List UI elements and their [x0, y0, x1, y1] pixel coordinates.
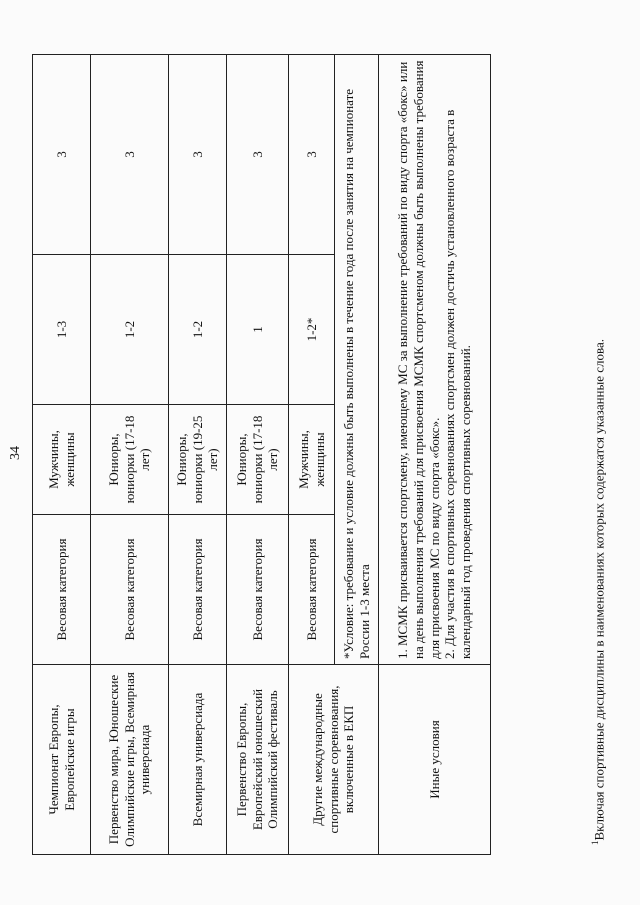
footnote-marker: 1: [590, 840, 600, 845]
group-cell: Юниоры, юниорки (17-18 лет): [91, 405, 169, 515]
count-cell: 3: [289, 55, 335, 255]
places-cell: 1-2*: [289, 255, 335, 405]
group-cell: Мужчины, женщины: [33, 405, 91, 515]
group-cell: Юниоры, юниорки (19-25 лет): [169, 405, 227, 515]
discipline-cell: Весовая категория: [33, 515, 91, 665]
condition-note: *Условие: требование и условие должны быть выполнены в течение года после занятия на чемпионате России 1-3 места: [335, 55, 379, 665]
other-conditions-text: [379, 55, 491, 665]
group-cell: Мужчины, женщины: [289, 405, 335, 515]
competition-cell: Первенство Европы, Европейский юношеский Олимпийский фестиваль: [227, 665, 289, 855]
qualification-table: [32, 54, 491, 855]
footnote: [590, 339, 607, 845]
competition-cell: Всемирная универсиада: [169, 665, 227, 855]
places-cell: 1-3: [33, 255, 91, 405]
other-conditions-label: Иные условия: [379, 665, 491, 855]
table-row: [227, 55, 289, 855]
discipline-cell: Весовая категория: [227, 515, 289, 665]
table-row: [33, 55, 91, 855]
table-row: [169, 55, 227, 855]
discipline-cell: Весовая категория: [169, 515, 227, 665]
table-row: [289, 55, 335, 855]
count-cell: 3: [169, 55, 227, 255]
footnote-text: Включая спортивные дисциплины в наименованиях которых содержатся указанные слова.: [591, 339, 607, 841]
places-cell: 1-2: [91, 255, 169, 405]
group-cell: Юниоры, юниорки (17-18 лет): [227, 405, 289, 515]
places-cell: 1-2: [169, 255, 227, 405]
count-cell: 3: [91, 55, 169, 255]
count-cell: 3: [227, 55, 289, 255]
table-row: [91, 55, 169, 855]
competition-cell: Другие международные спортивные соревнования, включенные в ЕКП: [289, 665, 379, 855]
competition-cell: Первенство мира, Юношеские Олимпийские игры, Всемирная универсиада: [91, 665, 169, 855]
table-row: [379, 55, 491, 855]
competition-cell: Чемпионат Европы, Европейские игры: [33, 665, 91, 855]
count-cell: 3: [33, 55, 91, 255]
other-conditions-item: 1. МСМК присваивается спортсмену, имеющему МС за выполнение требований по виду спорта «бокс» или на день выполнения требований для присвоения МСМК спортсменом должны быть выполнены требования для присвоения МС по виду спорта «бокс».: [394, 60, 442, 659]
discipline-cell: Весовая категория: [91, 515, 169, 665]
other-conditions-item: 2. Для участия в спортивных соревнованиях спортсмен должен достичь установленного возраста в календарный год проведения спортивных соревнований.: [442, 109, 474, 659]
page-number: 34: [8, 446, 23, 460]
discipline-cell: Весовая категория: [289, 515, 335, 665]
places-cell: 1: [227, 255, 289, 405]
